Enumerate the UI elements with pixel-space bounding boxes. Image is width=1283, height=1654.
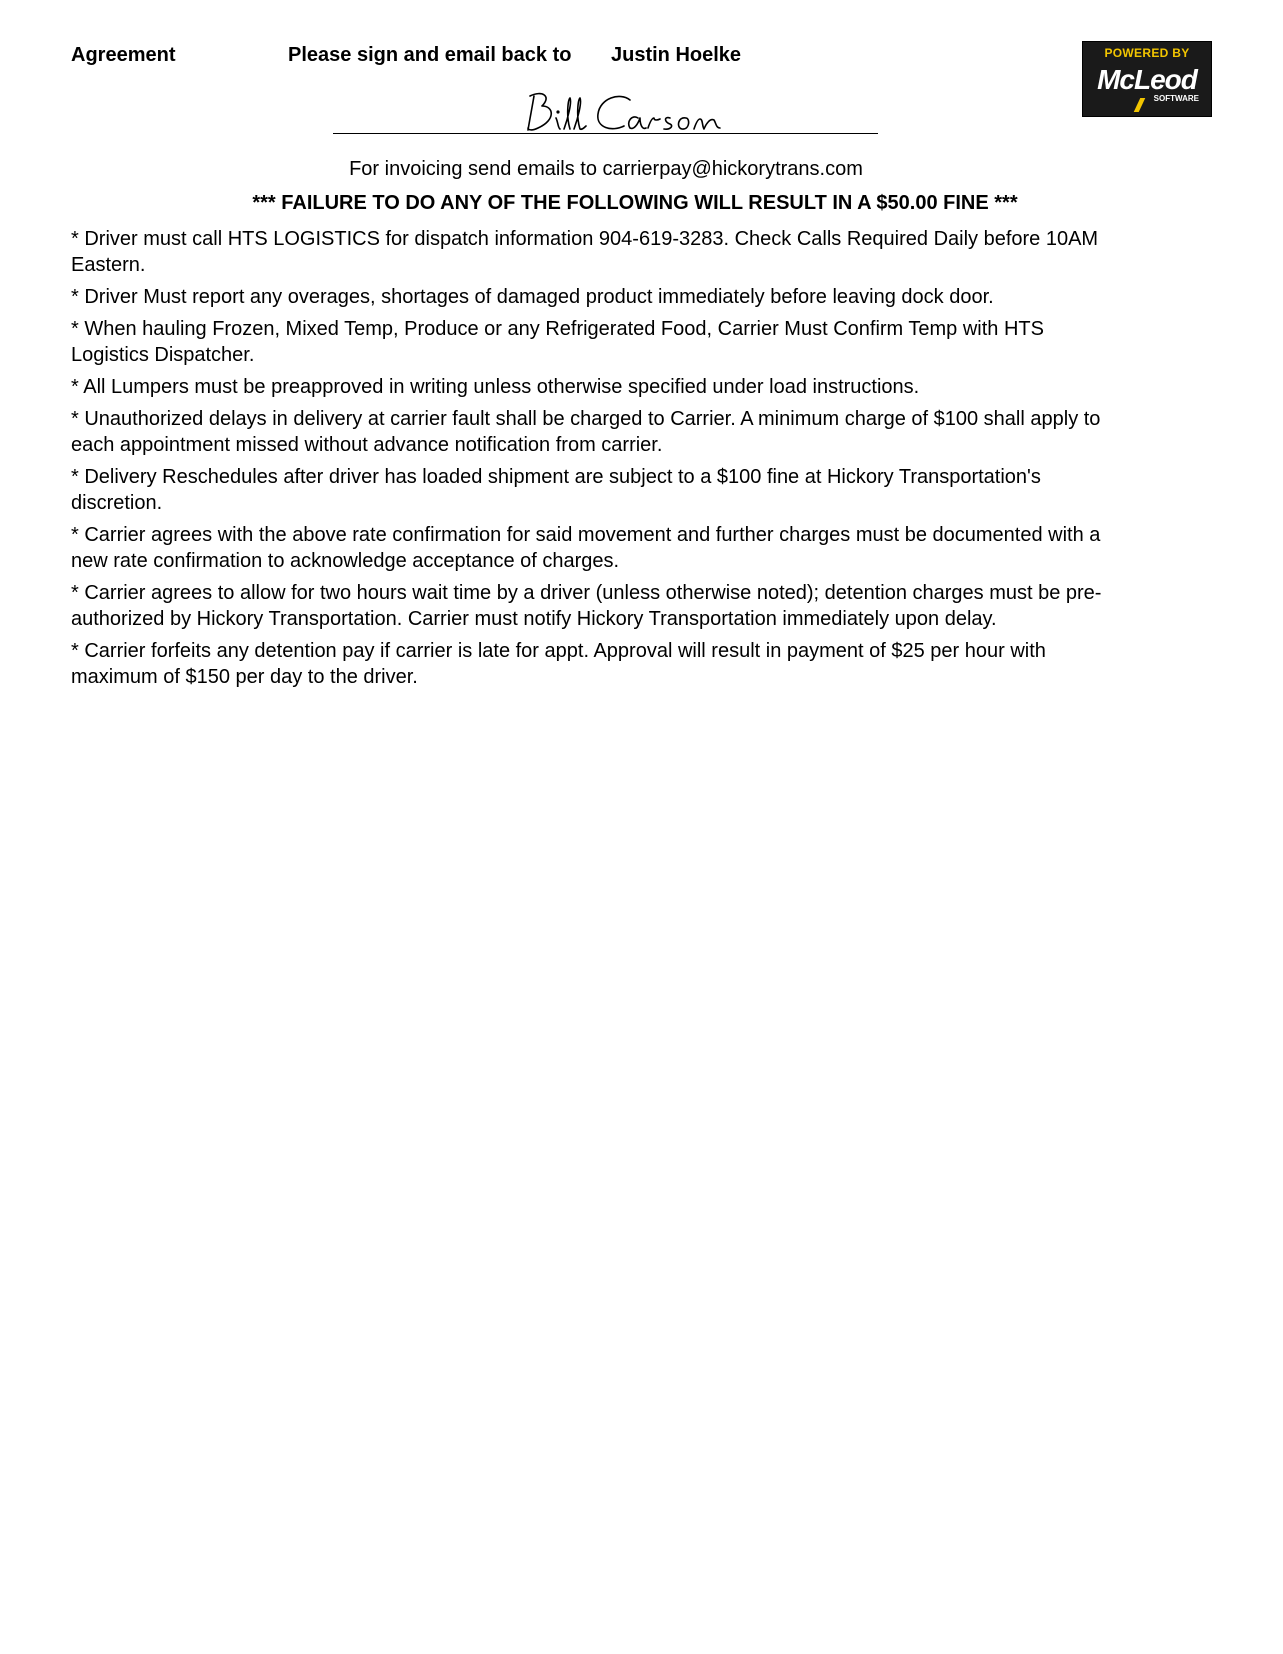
rules-list — [71, 226, 1121, 696]
invoice-note: For invoicing send emails to carrierpay@hickorytrans.com — [349, 158, 863, 180]
rule-item: * Carrier forfeits any detention pay if carrier is late for appt. Approval will result in payment of $25 per hour with maximum of $150 per day to the driver. — [71, 640, 1046, 688]
rule-item: * Carrier agrees to allow for two hours wait time by a driver (unless otherwise noted); detention charges must be pre-authorized by Hickory Transportation. Carrier must notify Hickory Transportation immediately upon delay. — [71, 582, 1102, 630]
handwritten-signature — [520, 88, 740, 138]
rule-item: * All Lumpers must be preapproved in writing unless otherwise specified under load instructions. — [71, 376, 920, 398]
signature-line — [333, 133, 878, 134]
logo-subtitle: SOFTWARE — [1153, 94, 1199, 103]
rule-item: * Driver Must report any overages, shortages of damaged product immediately before leaving dock door. — [71, 286, 994, 308]
rule-item: * Driver must call HTS LOGISTICS for dispatch information 904-619-3283. Check Calls Required Daily before 10AM Eastern. — [71, 228, 1099, 276]
mcleod-logo — [1082, 41, 1212, 117]
logo-slash-icon — [1134, 98, 1146, 112]
contact-name: Justin Hoelke — [611, 44, 742, 66]
rule-item: * Delivery Reschedules after driver has loaded shipment are subject to a $100 fine at Hickory Transportation's discretion. — [71, 466, 1041, 514]
rule-item: * When hauling Frozen, Mixed Temp, Produce or any Refrigerated Food, Carrier Must Confirm Temp with HTS Logistics Dispatcher. — [71, 318, 1044, 366]
rule-item: * Unauthorized delays in delivery at carrier fault shall be charged to Carrier. A minimum charge of $100 shall apply to each appointment missed without advance notification from carrier. — [71, 408, 1101, 456]
logo-brand: McLeod — [1097, 64, 1197, 95]
agreement-label: Agreement — [71, 44, 176, 66]
logo-powered-by: POWERED BY — [1104, 46, 1190, 60]
rule-item: * Carrier agrees with the above rate confirmation for said movement and further charges must be documented with a new rate confirmation to acknowledge acceptance of charges. — [71, 524, 1101, 572]
fine-warning: *** FAILURE TO DO ANY OF THE FOLLOWING WILL RESULT IN A $50.00 FINE *** — [252, 192, 1018, 214]
sign-instruction: Please sign and email back to — [288, 44, 572, 66]
